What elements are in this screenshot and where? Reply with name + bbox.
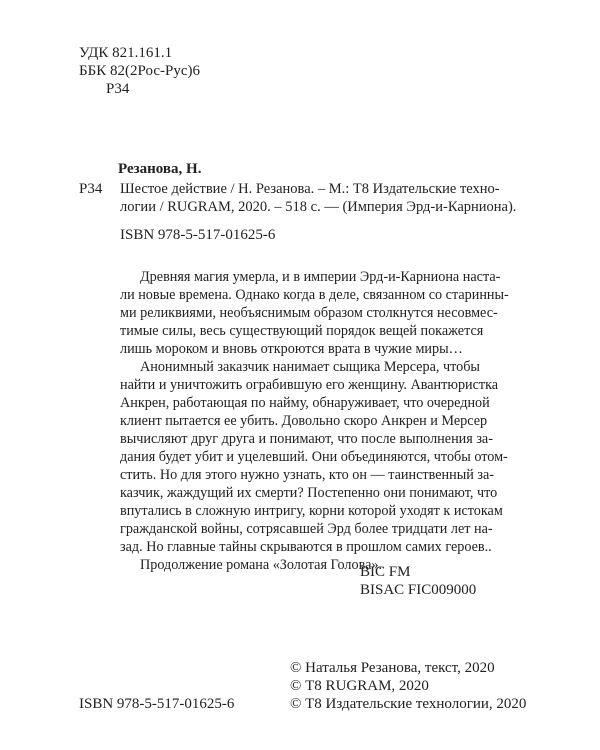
annotation-line: ли новые времена. Однако когда в деле, связанном со старинны- <box>120 287 509 303</box>
annotation-line: вычисляют друг друга и понимают, что после выполнения за- <box>120 431 493 447</box>
annotation-line: стить. Но для этого нужно узнать, кто он — таинственный за- <box>120 467 495 483</box>
annotation-line: впутались в сложную интригу, корни которой уходят к истокам <box>120 503 503 519</box>
annotation-line: лишь мороком и вновь откроются врата в чужие миры… <box>120 341 463 357</box>
isbn: ISBN 978-5-517-01625-6 <box>120 227 276 243</box>
annotation-line: найти и уничтожить ограбившую его женщину. Авантюристка <box>120 377 499 393</box>
annotation-line: клиент пытается ее убить. Довольно скоро Анкрен и Мерсер <box>120 413 488 429</box>
annotation-line: тимые силы, весь существующий порядок вещей покажется <box>120 323 484 339</box>
copyright-rugram: © Т8 RUGRAM, 2020 <box>290 678 429 694</box>
annotation-line: ми реликвиями, необъяснимым образом столкнутся несовмес- <box>120 305 498 321</box>
annotation-line: Продолжение романа «Золотая Голова». <box>140 557 383 573</box>
udk-code: УДК 821.161.1 <box>79 45 173 61</box>
annotation-line: зад. Но главные тайны скрываются в прошлом самих героев.. <box>120 539 492 555</box>
author-heading: Резанова, Н. <box>118 161 202 177</box>
bibliographic-description-line1: Шестое действие / Н. Резанова. – М.: Т8 Издательские техно- <box>120 181 500 197</box>
annotation-line: Анкрен, работающая по найму, обнаруживает, что очередной <box>120 395 490 411</box>
copyright-t8: © Т8 Издательские технологии, 2020 <box>290 696 527 712</box>
bisac-code: BISAC FIC009000 <box>360 582 477 598</box>
bbk-code: ББК 82(2Рос-Рус)6 <box>79 63 200 79</box>
annotation <box>120 268 509 574</box>
bic-code: BIC FM <box>360 564 411 580</box>
author-mark: Р34 <box>79 181 103 197</box>
bibliographic-description-line2: логии / RUGRAM, 2020. – 518 с. — (Империя Эрд-и-Карниона). <box>120 199 517 215</box>
annotation-line: Анонимный заказчик нанимает сыщика Мерсера, чтобы <box>140 359 480 375</box>
annotation-line: казчик, жаждущий их смерти? Постепенно они понимают, что <box>120 485 498 501</box>
copyright-author: © Наталья Резанова, текст, 2020 <box>290 660 495 676</box>
annotation-line: Древняя магия умерла, и в империи Эрд-и-Карниона наста- <box>140 269 501 285</box>
annotation-line: дания будет убит и уцелевший. Они объединяются, чтобы отом- <box>120 449 508 465</box>
footer-isbn: ISBN 978-5-517-01625-6 <box>79 696 235 712</box>
annotation-line: гражданской войны, сотрясавшей Эрд более тридцати лет на- <box>120 521 493 537</box>
author-mark-top: Р34 <box>106 81 130 97</box>
